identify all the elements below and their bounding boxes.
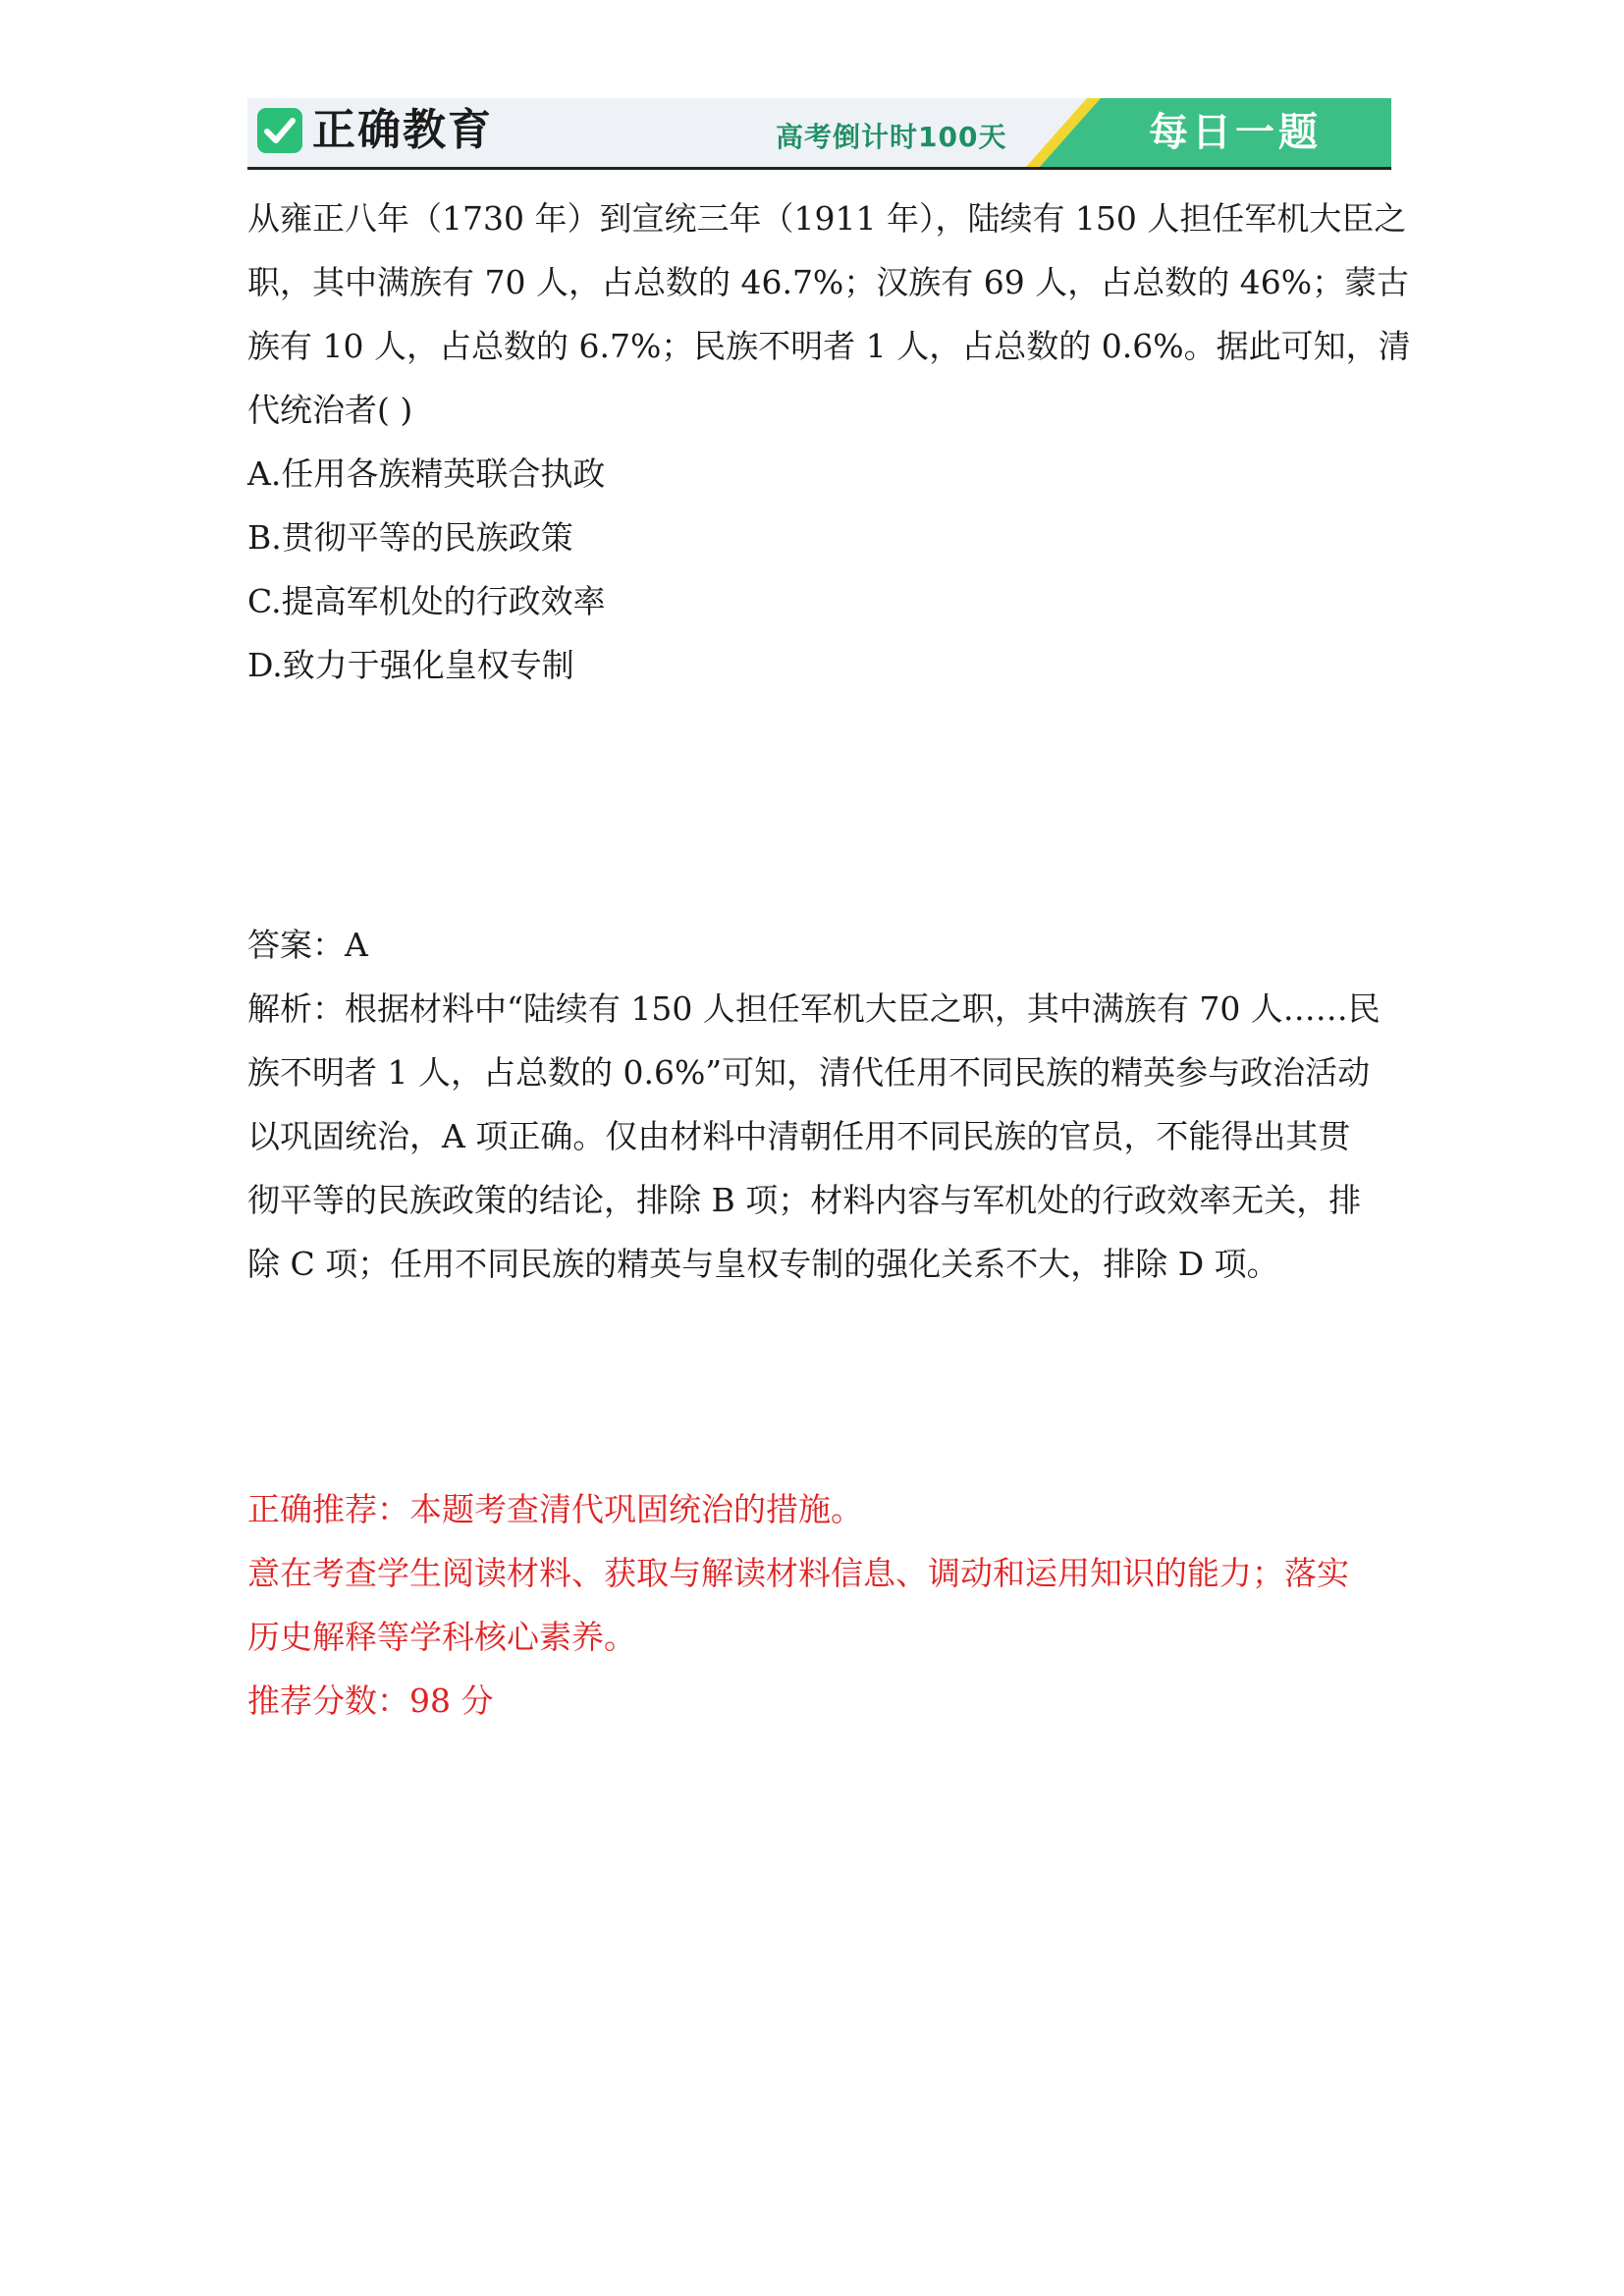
recommend-topic: 正确推荐：本题考查清代巩固统治的措施。 <box>247 1490 863 1528</box>
question-line: 从雍正八年（1730 年）到宣统三年（1911 年），陆续有 150 人担任军机大臣之 <box>247 199 1407 238</box>
header-divider <box>247 167 1391 170</box>
question-line: 族有 10 人，占总数的 6.7%；民族不明者 1 人，占总数的 0.6%。据此可知，清 <box>247 327 1411 365</box>
countdown-label: 高考倒计时100天 <box>776 121 1007 153</box>
checkmark-icon <box>257 108 302 153</box>
recommend-purpose-cont: 历史解释等学科核心素养。 <box>247 1618 636 1656</box>
question-stem <box>247 187 1411 442</box>
analysis <box>247 977 1391 1296</box>
question-line: 职，其中满族有 70 人，占总数的 46.7%；汉族有 69 人，占总数的 46%；蒙古 <box>247 263 1410 301</box>
daily-question-label: 每日一题 <box>1149 110 1322 155</box>
answer-text: 答案：A <box>247 926 368 964</box>
question-line: 代统治者( ) <box>247 391 413 429</box>
option-b: B.贯彻平等的民族政策 <box>247 518 573 557</box>
analysis-line: 除 C 项；任用不同民族的精英与皇权专制的强化关系不大，排除 D 项。 <box>247 1245 1279 1283</box>
option-a: A.任用各族精英联合执政 <box>247 454 606 493</box>
brand-name: 正确教育 <box>312 105 493 155</box>
analysis-line: 以巩固统治，A 项正确。仅由材料中清朝任用不同民族的官员，不能得出其贯 <box>247 1117 1351 1155</box>
answer <box>247 913 1391 977</box>
analysis-line: 彻平等的民族政策的结论，排除 B 项；材料内容与军机处的行政效率无关，排 <box>247 1181 1362 1219</box>
answer-options <box>247 442 1391 697</box>
analysis-line: 解析：根据材料中“陆续有 150 人担任军机大臣之职，其中满族有 70 人……民 <box>247 989 1380 1028</box>
option-d: D.致力于强化皇权专制 <box>247 646 574 684</box>
analysis-line: 族不明者 1 人，占总数的 0.6%”可知，清代任用不同民族的精英参与政治活动 <box>247 1053 1371 1092</box>
option-c: C.提高军机处的行政效率 <box>247 582 606 620</box>
recommendation <box>247 1477 1391 1733</box>
recommend-purpose: 意在考查学生阅读材料、获取与解读材料信息、调动和运用知识的能力；落实 <box>247 1554 1349 1592</box>
recommend-score: 推荐分数：98 分 <box>247 1682 494 1720</box>
